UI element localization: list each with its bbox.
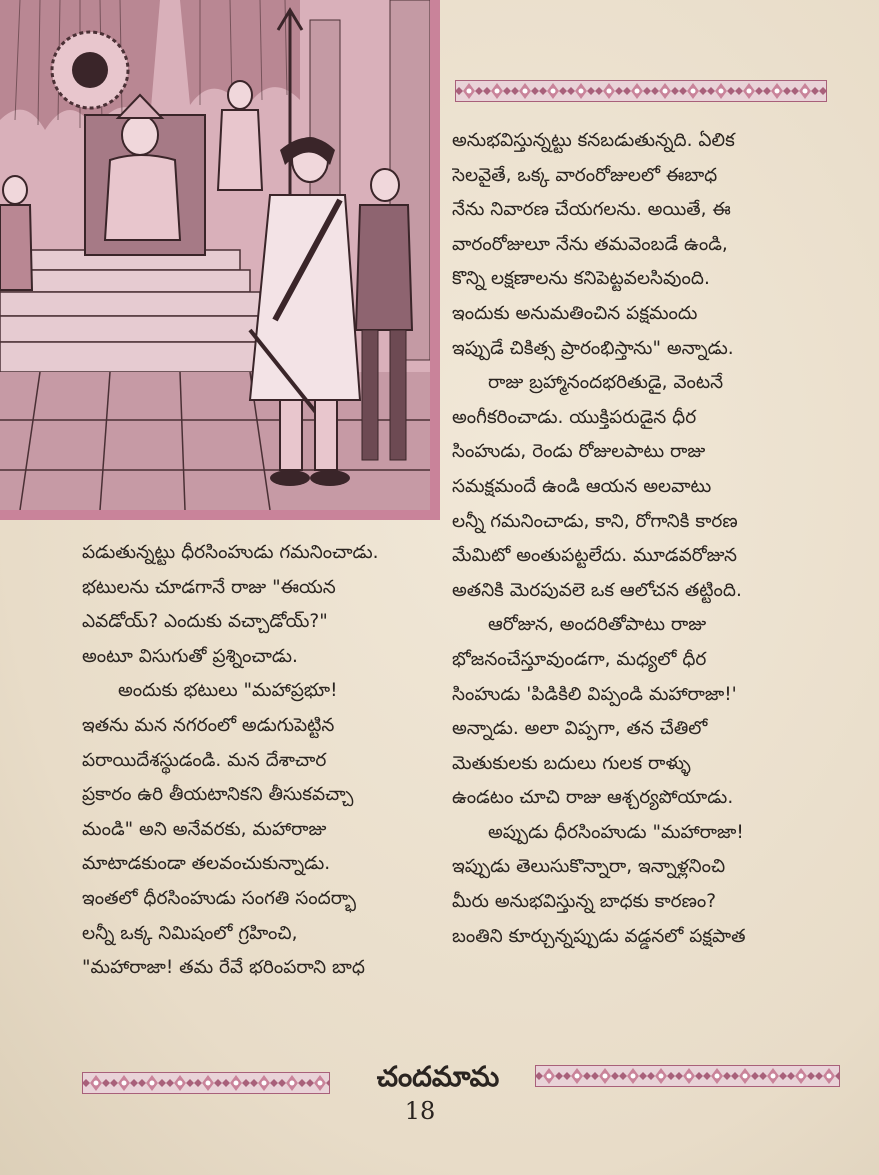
ornamental-border-bottom-left <box>82 1072 330 1094</box>
text-line: ఎవడోయ్? ఎందుకు వచ్చాడోయ్?" <box>82 611 328 633</box>
text-line: మెతుకులకు బదులు గులక రాళ్ళు <box>452 752 691 774</box>
text-line: నేను నివారణ చేయగలను. అయితే, ఈ <box>452 199 731 221</box>
text-line: అనుభవిస్తున్నట్టు కనబడుతున్నది. ఏలిక <box>452 130 735 151</box>
text-line: కొన్ని లక్షణాలను కనిపెట్టవలసివుంది. <box>452 268 710 290</box>
text-line: మాటాడకుండా తలవంచుకున్నాడు. <box>82 853 331 875</box>
text-line: ఉండటం చూచి రాజు ఆశ్చర్యపోయాడు. <box>452 787 734 809</box>
text-line: సెలవైతే, ఒక్క వారంరోజులలో ఈబాధ <box>452 164 718 186</box>
text-line: ఇప్పుడు తెలుసుకొన్నారా, ఇన్నాళ్లనించి <box>452 856 726 878</box>
ornamental-border-top <box>455 80 827 102</box>
text-line: అతనికి మెరపువలె ఒక ఆలోచన తట్టింది. <box>452 579 742 601</box>
text-line: "మహారాజా! తమ రేవే భరింపరాని బాధ <box>82 957 365 979</box>
text-line: అందుకు భటులు "మహాప్రభూ! <box>118 680 338 702</box>
text-line: మీరు అనుభవిస్తున్న బాధకు కారణం? <box>452 891 717 913</box>
text-line: సింహుడు 'పిడికిలి విప్పండి మహారాజా!' <box>452 683 737 705</box>
text-line: లన్నీ గమనించాడు, కాని, రోగానికి కారణ <box>452 510 738 532</box>
text-line: వారంరోజులూ నేను తమవెంబడే ఉండి, <box>452 233 728 255</box>
text-column-left <box>82 536 442 986</box>
text-line: సింహుడు, రెండు రోజులపాటు రాజు <box>452 441 706 463</box>
ornamental-border-bottom-right <box>535 1065 840 1087</box>
text-line: మేమిటో అంతుపట్టలేదు. మూడవరోజున <box>452 545 737 567</box>
text-line: సమక్షమందే ఉండి ఆయన అలవాటు <box>452 475 712 497</box>
text-line: అంటూ విసుగుతో ప్రశ్నించాడు. <box>82 645 298 667</box>
text-line: భటులను చూడగానే రాజు "ఈయన <box>82 576 336 598</box>
text-line: అన్నాడు. అలా విప్పగా, తన చేతిలో <box>452 718 708 740</box>
text-line: ఆరోజున, అందరితోపాటు రాజు <box>488 614 707 636</box>
text-line: ఇంతలో ధీరసింహుడు సంగతి సందర్భా <box>82 887 357 909</box>
text-line: రాజు బ్రహ్మానందభరితుడై, వెంటనే <box>488 372 724 394</box>
text-line: ఇప్పుడే చికిత్స ప్రారంభిస్తాను" అన్నాడు. <box>452 337 734 359</box>
story-illustration <box>0 0 440 520</box>
text-line: అంగీకరించాడు. యుక్తిపరుడైన ధీర <box>452 406 697 428</box>
text-line: ఇందుకు అనుమతించిన పక్షమందు <box>452 302 698 324</box>
text-line: ఇతను మన నగరంలో అడుగుపెట్టిన <box>82 714 335 736</box>
text-line: బంతిని కూర్చున్నప్పుడు వడ్డనలో పక్షపాత <box>452 925 746 947</box>
text-line: లన్నీ ఒక్క నిమిషంలో గ్రహించి, <box>82 922 298 944</box>
text-line: పడుతున్నట్టు ధీరసింహుడు గమనించాడు. <box>82 542 379 563</box>
text-line: అప్పుడు ధీరసింహుడు "మహారాజా! <box>488 821 744 843</box>
text-line: పరాయిదేశస్థుడండి. మన దేశాచార <box>82 749 327 771</box>
throne-room-scene <box>0 0 430 510</box>
text-line: ప్రకారం ఉరి తీయటానికని తీసుకవచ్చా <box>82 784 354 806</box>
text-line: మండి" అని అనేవరకు, మహారాజు <box>82 818 327 840</box>
text-column-right <box>452 124 862 954</box>
page-number: 18 <box>404 1097 436 1125</box>
text-line: భోజనంచేస్తూవుండగా, మధ్యలో ధీర <box>452 648 707 670</box>
magazine-title: చందమామ <box>376 1060 500 1093</box>
